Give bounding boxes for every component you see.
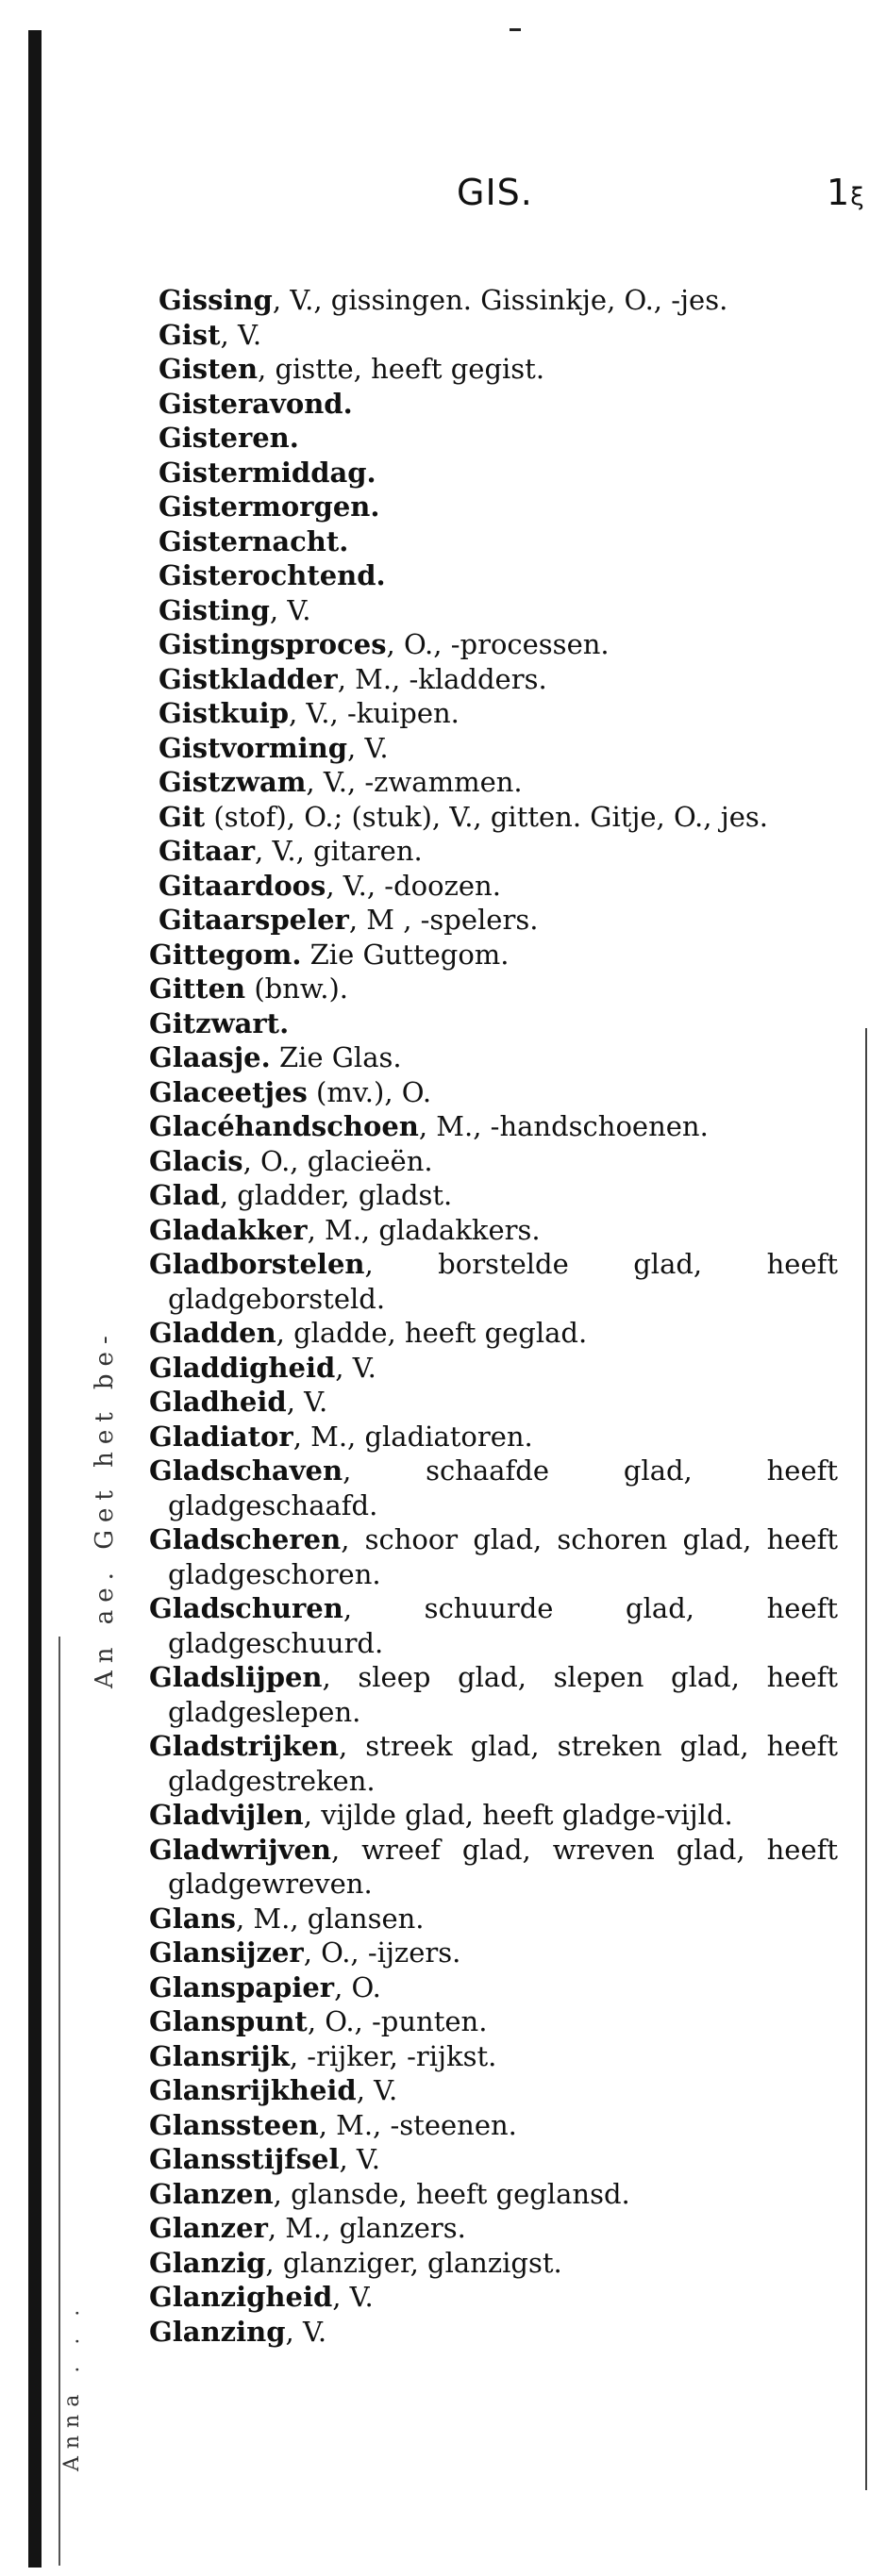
dictionary-entry xyxy=(149,1591,838,1660)
entry-definition: (bnw.). xyxy=(245,972,349,1005)
entry-headword: Glansijzer xyxy=(149,1936,304,1969)
dictionary-entry xyxy=(149,938,838,972)
entry-headword: Gistingsproces xyxy=(159,628,387,660)
entry-headword: Glanzigheid xyxy=(149,2281,333,2313)
entry-headword: Gitten xyxy=(149,972,246,1005)
page-number: 1ξ xyxy=(827,172,865,213)
entry-headword: Gisternacht. xyxy=(159,524,349,557)
right-margin-rule xyxy=(865,1028,867,2490)
dictionary-entry xyxy=(159,627,838,662)
entry-definition: , V. xyxy=(286,1386,328,1418)
entry-definition: , V., -doozen. xyxy=(326,869,501,902)
entry-definition: , V. xyxy=(220,318,262,351)
entry-definition: , V. xyxy=(269,593,311,626)
entry-definition: , schoor glad, schoren glad, heeft gladgeschoren. xyxy=(168,1523,838,1590)
entry-headword: Gist xyxy=(159,318,221,351)
entry-definition: , borstelde glad, heeft gladgeborsteld. xyxy=(168,1248,838,1315)
entry-headword: Gladscheren xyxy=(149,1523,342,1555)
dictionary-entry xyxy=(149,1040,838,1075)
entry-headword: Glanspapier xyxy=(149,1970,335,2003)
dictionary-entry xyxy=(159,696,838,731)
dictionary-entries xyxy=(149,283,838,2349)
entry-headword: Gladwrijven xyxy=(149,1833,331,1866)
entry-definition: , glanziger, glanzigst. xyxy=(265,2246,562,2279)
entry-headword: Gistvorming xyxy=(159,731,348,764)
dictionary-entry xyxy=(159,662,838,697)
running-header xyxy=(0,172,886,219)
dictionary-entry xyxy=(149,1420,838,1454)
entry-headword: Gisteravond. xyxy=(159,387,353,420)
entry-headword: Glad xyxy=(149,1179,220,1211)
entry-headword: Gisteren. xyxy=(159,422,299,454)
entry-headword: Glaasje. xyxy=(149,1041,271,1073)
entry-definition: , V. xyxy=(347,731,389,764)
entry-definition: , O., -ijzers. xyxy=(303,1936,461,1969)
margin-handwriting: An ae. Get het be- xyxy=(91,1328,119,1688)
dictionary-entry xyxy=(159,456,838,490)
entry-headword: Gisten xyxy=(159,353,259,385)
entry-headword: Glanzig xyxy=(149,2246,266,2279)
dictionary-entry xyxy=(149,2073,838,2108)
dictionary-entry xyxy=(159,834,838,869)
dictionary-entry xyxy=(149,2211,838,2246)
entry-definition: , V., gissingen. Gissinkje, O., -jes. xyxy=(272,284,728,316)
dictionary-entry xyxy=(149,2280,838,2315)
dictionary-entry xyxy=(149,1178,838,1213)
entry-definition: , M., -kladders. xyxy=(337,662,547,695)
entry-definition: , schaafde glad, heeft gladgeschaafd. xyxy=(168,1454,838,1521)
dictionary-entry xyxy=(149,1798,838,1833)
dictionary-entry xyxy=(149,1522,838,1591)
entry-headword: Glanssteen xyxy=(149,2108,319,2141)
entry-definition: , V., -zwammen. xyxy=(306,766,523,798)
entry-definition: , glansde, heeft geglansd. xyxy=(273,2177,630,2210)
entry-headword: Gissing xyxy=(159,284,273,316)
dictionary-entry xyxy=(149,1006,838,1041)
entry-headword: Gladschaven xyxy=(149,1454,343,1487)
entry-definition: , V. xyxy=(339,2143,381,2175)
entry-headword: Gladschuren xyxy=(149,1592,343,1624)
entry-definition: , V. xyxy=(285,2315,327,2348)
dictionary-entry xyxy=(149,2039,838,2074)
entry-headword: Gladheid xyxy=(149,1386,287,1418)
entry-definition: , M., -steenen. xyxy=(318,2108,517,2141)
dictionary-entry xyxy=(159,558,838,593)
dictionary-entry xyxy=(159,869,838,904)
entry-definition: , V. xyxy=(332,2281,374,2313)
entry-headword: Glacéhandschoen xyxy=(149,1110,419,1142)
entry-definition: , O. xyxy=(334,1970,381,2003)
dictionary-entry xyxy=(149,2177,838,2212)
entry-headword: Gladakker xyxy=(149,1213,308,1246)
dictionary-entry xyxy=(149,1729,838,1798)
dictionary-entry xyxy=(149,1902,838,1936)
entry-headword: Gladslijpen xyxy=(149,1661,323,1693)
entry-definition: , O., glacieën. xyxy=(242,1144,433,1177)
entry-headword: Glanspunt xyxy=(149,2005,308,2037)
dictionary-entry xyxy=(149,1385,838,1420)
entry-headword: Glacis xyxy=(149,1144,243,1177)
entry-definition: , M., gladakkers. xyxy=(307,1213,541,1246)
dictionary-entry xyxy=(149,1970,838,2005)
entry-headword: Gladborstelen xyxy=(149,1248,365,1280)
dictionary-entry xyxy=(159,903,838,938)
dictionary-entry xyxy=(149,1109,838,1144)
binding-edge xyxy=(28,30,42,2568)
entry-definition: , M , -spelers. xyxy=(348,904,539,936)
entry-headword: Gitzwart. xyxy=(149,1006,290,1039)
entry-definition: , V., gitaren. xyxy=(255,835,423,867)
entry-definition: , gladde, heeft geglad. xyxy=(276,1317,588,1349)
dictionary-entry xyxy=(149,972,838,1006)
entry-headword: Gisting xyxy=(159,593,270,626)
top-mark xyxy=(510,28,521,31)
dictionary-entry xyxy=(149,1660,838,1729)
page-title: GIS. xyxy=(457,172,533,213)
entry-definition: , sleep glad, slepen glad, heeft gladgeslepen. xyxy=(168,1661,838,1728)
dictionary-entry xyxy=(159,731,838,766)
entry-headword: Gitaarspeler xyxy=(159,904,349,936)
dictionary-entry xyxy=(149,1351,838,1386)
entry-headword: Gistzwam xyxy=(159,766,307,798)
dictionary-entry xyxy=(159,490,838,524)
margin-handwriting-lower: Anna . . . xyxy=(60,2302,84,2471)
entry-definition: , gladder, gladst. xyxy=(219,1179,453,1211)
dictionary-entry xyxy=(159,421,838,456)
dictionary-entry xyxy=(149,2142,838,2177)
entry-headword: Gistermiddag. xyxy=(159,456,376,489)
entry-definition: , vijlde glad, heeft gladge-vijld. xyxy=(303,1799,733,1831)
entry-definition: , V. xyxy=(335,1351,376,1384)
dictionary-entry xyxy=(159,765,838,800)
entry-headword: Gistermorgen. xyxy=(159,490,380,523)
entry-headword: Gitaardoos xyxy=(159,869,326,902)
entry-headword: Gladdigheid xyxy=(149,1351,336,1384)
dictionary-entry xyxy=(149,1316,838,1351)
entry-definition: , M., gladiatoren. xyxy=(293,1420,533,1453)
entry-definition: , M., glanzers. xyxy=(267,2212,466,2244)
dictionary-entry xyxy=(149,1833,838,1902)
dictionary-entry xyxy=(149,1247,838,1316)
entry-definition: , schuurde glad, heeft gladgeschuurd. xyxy=(168,1592,838,1659)
dictionary-entry xyxy=(149,1144,838,1179)
entry-headword: Gladden xyxy=(149,1317,276,1349)
entry-headword: Git xyxy=(159,800,206,833)
dictionary-entry xyxy=(149,1936,838,1970)
dictionary-entry xyxy=(159,524,838,559)
dictionary-entry xyxy=(159,800,838,835)
dictionary-entry xyxy=(149,1213,838,1248)
entry-definition: , -rijker, -rijkst. xyxy=(289,2039,497,2072)
entry-headword: Glanzen xyxy=(149,2177,274,2210)
dictionary-entry xyxy=(149,2246,838,2281)
entry-headword: Gladvijlen xyxy=(149,1799,304,1831)
entry-definition: (stof), O.; (stuk), V., gitten. Gitje, O., jes. xyxy=(205,800,768,833)
entry-headword: Glanzing xyxy=(149,2315,286,2348)
entry-headword: Glaceetjes xyxy=(149,1075,308,1108)
entry-definition: , V., -kuipen. xyxy=(288,697,460,729)
entry-definition: (mv.), O. xyxy=(307,1075,432,1108)
entry-definition: Zie Guttegom. xyxy=(301,938,510,971)
dictionary-entry xyxy=(159,352,838,387)
entry-headword: Gistkladder xyxy=(159,662,338,695)
dictionary-entry xyxy=(149,1075,838,1110)
entry-headword: Glansrijkheid xyxy=(149,2074,357,2106)
dictionary-entry xyxy=(149,1454,838,1522)
entry-definition: , O., -processen. xyxy=(386,628,610,660)
entry-definition: Zie Glas. xyxy=(270,1041,402,1073)
entry-headword: Glansstijfsel xyxy=(149,2143,340,2175)
entry-headword: Gladiator xyxy=(149,1420,293,1453)
dictionary-entry xyxy=(159,387,838,422)
entry-headword: Gistkuip xyxy=(159,697,289,729)
dictionary-entry xyxy=(149,2108,838,2143)
entry-definition: , O., -punten. xyxy=(307,2005,488,2037)
entry-definition: , M., glansen. xyxy=(235,1902,425,1935)
dictionary-entry xyxy=(149,2004,838,2039)
entry-definition: , M., -handschoenen. xyxy=(418,1110,709,1142)
entry-definition: , V. xyxy=(356,2074,398,2106)
entry-definition: , wreef glad, wreven glad, heeft gladgewreven. xyxy=(168,1833,838,1900)
dictionary-entry xyxy=(159,318,838,353)
entry-definition: , gistte, heeft gegist. xyxy=(258,353,545,385)
dictionary-entry xyxy=(159,593,838,628)
entry-headword: Glansrijk xyxy=(149,2039,290,2072)
entry-headword: Gittegom. xyxy=(149,938,302,971)
entry-headword: Gladstrijken xyxy=(149,1730,339,1762)
entry-headword: Glanzer xyxy=(149,2212,268,2244)
entry-headword: Gisterochtend. xyxy=(159,559,386,591)
entry-headword: Glans xyxy=(149,1902,236,1935)
entry-definition: , streek glad, streken glad, heeft gladgestreken. xyxy=(168,1730,838,1797)
dictionary-entry xyxy=(149,2315,838,2350)
entry-headword: Gitaar xyxy=(159,835,256,867)
dictionary-entry xyxy=(159,283,838,318)
